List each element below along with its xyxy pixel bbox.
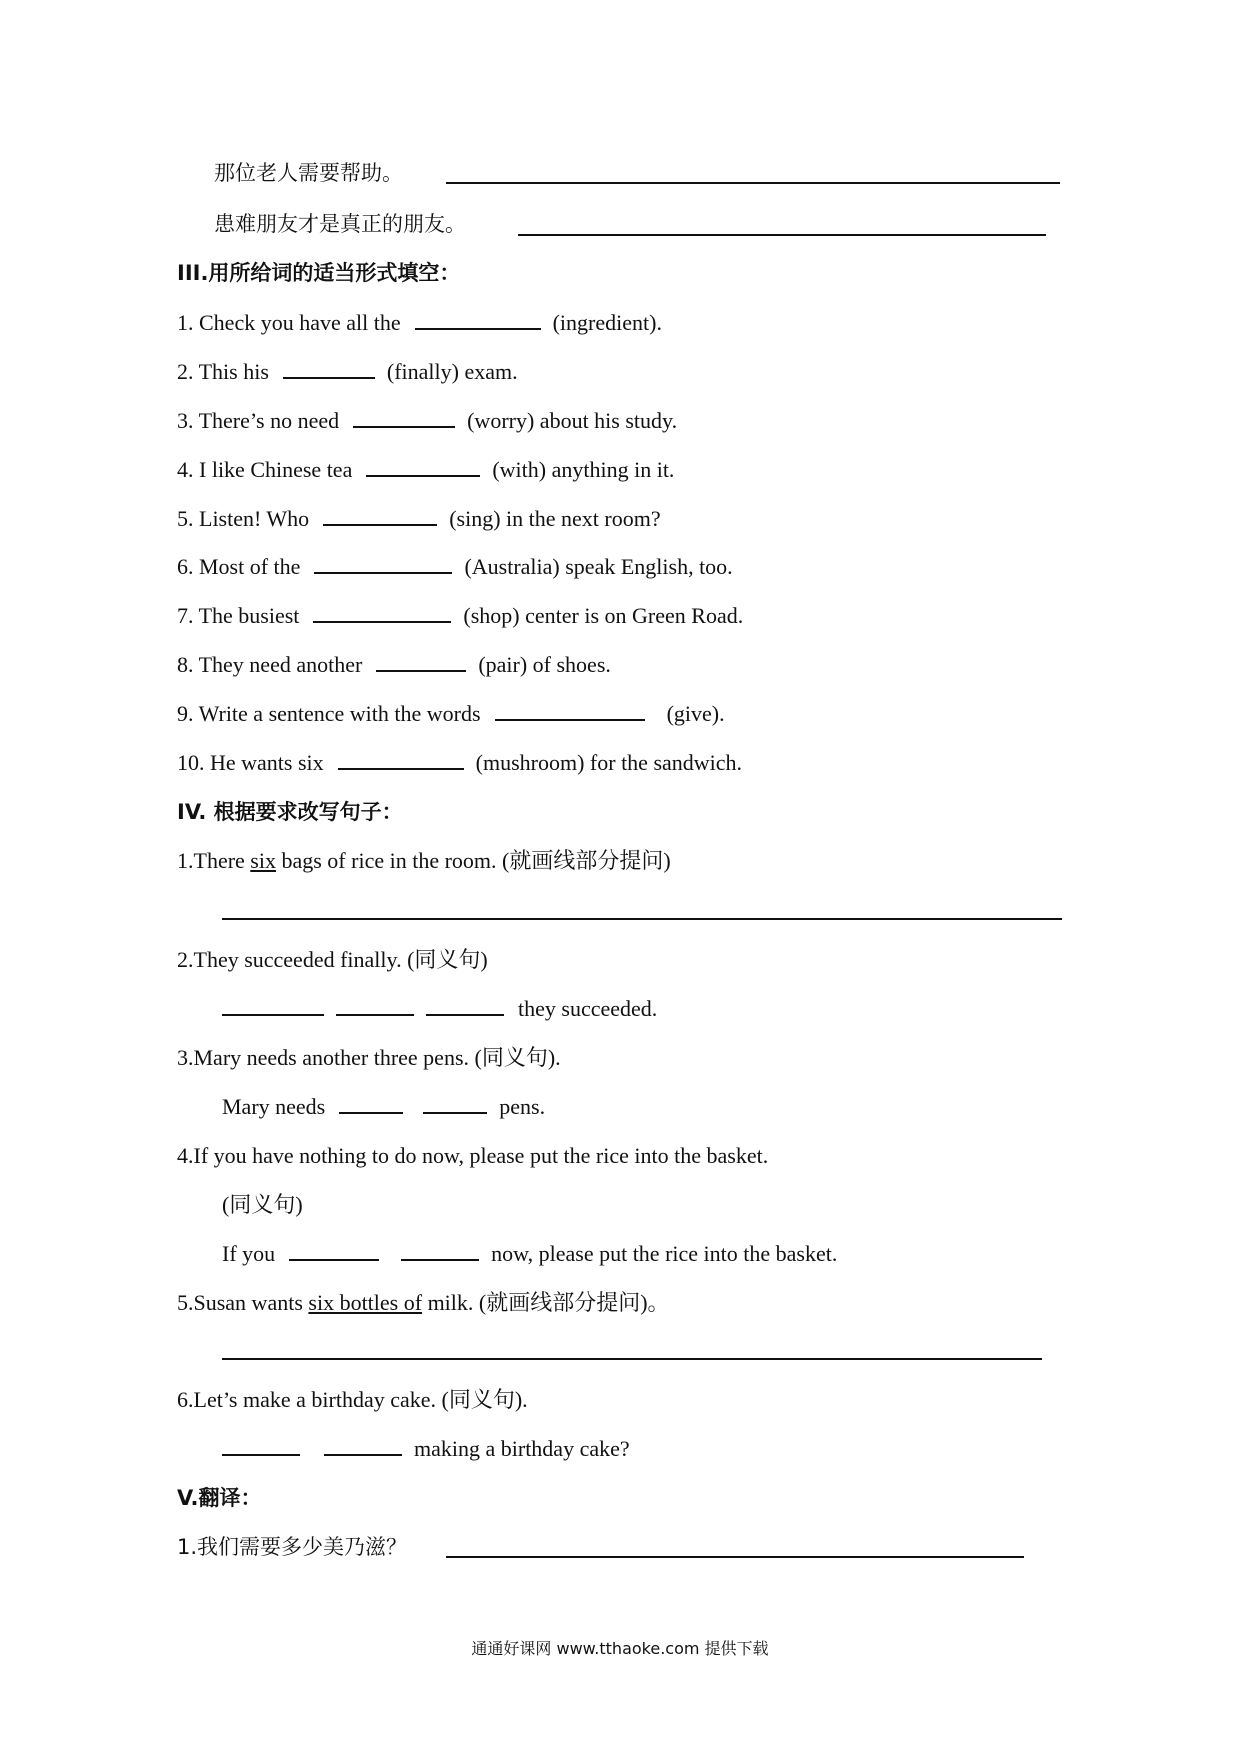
section-5-header: V.翻译： bbox=[177, 1486, 262, 1510]
item-hint: (shop) center is on Green Road. bbox=[463, 603, 744, 628]
fill-item-4 bbox=[177, 455, 674, 485]
blank-field[interactable] bbox=[401, 1239, 479, 1261]
rewrite-item-4 bbox=[177, 1141, 768, 1171]
item-text: 3. There’s no need bbox=[177, 408, 340, 433]
item-text: 4.If you have nothing to do now, please put the rice into the basket. bbox=[177, 1143, 769, 1168]
rewrite-item-5 bbox=[177, 1288, 670, 1318]
sentence-text: 那位老人需要帮助。 bbox=[214, 161, 403, 185]
item-text: 3.Mary needs another three pens. (同义句). bbox=[177, 1045, 561, 1070]
item-text: making a birthday cake? bbox=[414, 1436, 630, 1461]
blank-field[interactable] bbox=[283, 357, 375, 379]
blank-field[interactable] bbox=[366, 455, 480, 477]
blank-field[interactable] bbox=[423, 1092, 487, 1114]
item-hint: (ingredient). bbox=[552, 310, 662, 335]
item-text: 5. Listen! Who bbox=[177, 506, 310, 531]
answer-line[interactable] bbox=[518, 234, 1046, 236]
fill-item-10 bbox=[177, 748, 742, 778]
translation-line-1 bbox=[214, 158, 403, 188]
item-hint: (sing) in the next room? bbox=[449, 506, 661, 531]
fill-item-8 bbox=[177, 650, 611, 680]
fill-item-7 bbox=[177, 601, 743, 631]
fill-item-2 bbox=[177, 357, 518, 387]
blank-field[interactable] bbox=[339, 1092, 403, 1114]
answer-line[interactable] bbox=[446, 1556, 1024, 1558]
item-text: 1.There bbox=[177, 848, 251, 873]
blank-field[interactable] bbox=[376, 650, 466, 672]
fill-item-9 bbox=[177, 699, 725, 729]
rewrite-answer-6 bbox=[214, 1434, 630, 1464]
answer-line[interactable] bbox=[222, 1358, 1042, 1360]
item-text: 6. Most of the bbox=[177, 554, 301, 579]
item-text: 7. The busiest bbox=[177, 603, 300, 628]
item-hint: (with) anything in it. bbox=[492, 457, 675, 482]
underlined-part: six bbox=[250, 848, 276, 873]
item-hint: (finally) exam. bbox=[386, 359, 518, 384]
item-hint: (Australia) speak English, too. bbox=[464, 554, 733, 579]
fill-item-1 bbox=[177, 308, 662, 338]
blank-field[interactable] bbox=[495, 699, 645, 721]
item-hint: (pair) of shoes. bbox=[478, 652, 611, 677]
rewrite-answer-4 bbox=[222, 1239, 837, 1269]
answer-line[interactable] bbox=[446, 182, 1060, 184]
rewrite-item-2 bbox=[177, 945, 488, 975]
rewrite-answer-3 bbox=[222, 1092, 545, 1122]
fill-item-3 bbox=[177, 406, 677, 436]
blank-field[interactable] bbox=[222, 994, 324, 1016]
blank-field[interactable] bbox=[289, 1239, 379, 1261]
blank-field[interactable] bbox=[323, 504, 437, 526]
blank-field[interactable] bbox=[338, 748, 464, 770]
fill-item-6 bbox=[177, 552, 733, 582]
item-text: 10. He wants six bbox=[177, 750, 324, 775]
item-text: bags of rice in the room. (就画线部分提问) bbox=[275, 848, 671, 873]
item-hint: (give). bbox=[666, 701, 725, 726]
rewrite-answer-2 bbox=[214, 994, 657, 1024]
item-hint: (worry) about his study. bbox=[467, 408, 678, 433]
item-text: 9. Write a sentence with the words bbox=[177, 701, 481, 726]
underlined-part: six bottles of bbox=[308, 1290, 423, 1315]
item-text: (同义句) bbox=[222, 1192, 303, 1217]
fill-item-5 bbox=[177, 504, 661, 534]
item-text: milk. (就画线部分提问)。 bbox=[422, 1290, 670, 1315]
item-text: 2.They succeeded finally. (同义句) bbox=[177, 947, 488, 972]
blank-field[interactable] bbox=[353, 406, 455, 428]
answer-line[interactable] bbox=[222, 918, 1062, 920]
section-4-header: IV. 根据要求改写句子： bbox=[177, 800, 403, 824]
translate-item-1 bbox=[177, 1532, 407, 1562]
translation-line-2 bbox=[214, 209, 466, 239]
item-text: 1.我们需要多少美乃滋？ bbox=[177, 1535, 408, 1559]
blank-field[interactable] bbox=[222, 1434, 300, 1456]
item-text: they succeeded. bbox=[518, 996, 658, 1021]
blank-field[interactable] bbox=[415, 308, 541, 330]
item-hint: (mushroom) for the sandwich. bbox=[475, 750, 743, 775]
item-text: pens. bbox=[499, 1094, 546, 1119]
item-text: 6.Let’s make a birthday cake. (同义句). bbox=[177, 1387, 528, 1412]
sentence-text: 患难朋友才是真正的朋友。 bbox=[214, 212, 466, 236]
item-text: 5.Susan wants bbox=[177, 1290, 309, 1315]
blank-field[interactable] bbox=[324, 1434, 402, 1456]
item-text: Mary needs bbox=[222, 1094, 326, 1119]
blank-field[interactable] bbox=[336, 994, 414, 1016]
item-text: 4. I like Chinese tea bbox=[177, 457, 353, 482]
section-3-header: III.用所给词的适当形式填空： bbox=[177, 261, 461, 285]
item-text: now, please put the rice into the basket. bbox=[491, 1241, 838, 1266]
page-footer: 通通好课网 www.tthaoke.com 提供下载 bbox=[471, 1639, 769, 1658]
rewrite-note-4 bbox=[222, 1190, 303, 1220]
item-text: If you bbox=[222, 1241, 276, 1266]
blank-field[interactable] bbox=[426, 994, 504, 1016]
rewrite-item-1 bbox=[177, 846, 671, 876]
rewrite-item-6 bbox=[177, 1385, 528, 1415]
rewrite-item-3 bbox=[177, 1043, 561, 1073]
item-text: 1. Check you have all the bbox=[177, 310, 401, 335]
item-text: 2. This his bbox=[177, 359, 269, 384]
item-text: 8. They need another bbox=[177, 652, 363, 677]
blank-field[interactable] bbox=[313, 601, 451, 623]
blank-field[interactable] bbox=[314, 552, 452, 574]
